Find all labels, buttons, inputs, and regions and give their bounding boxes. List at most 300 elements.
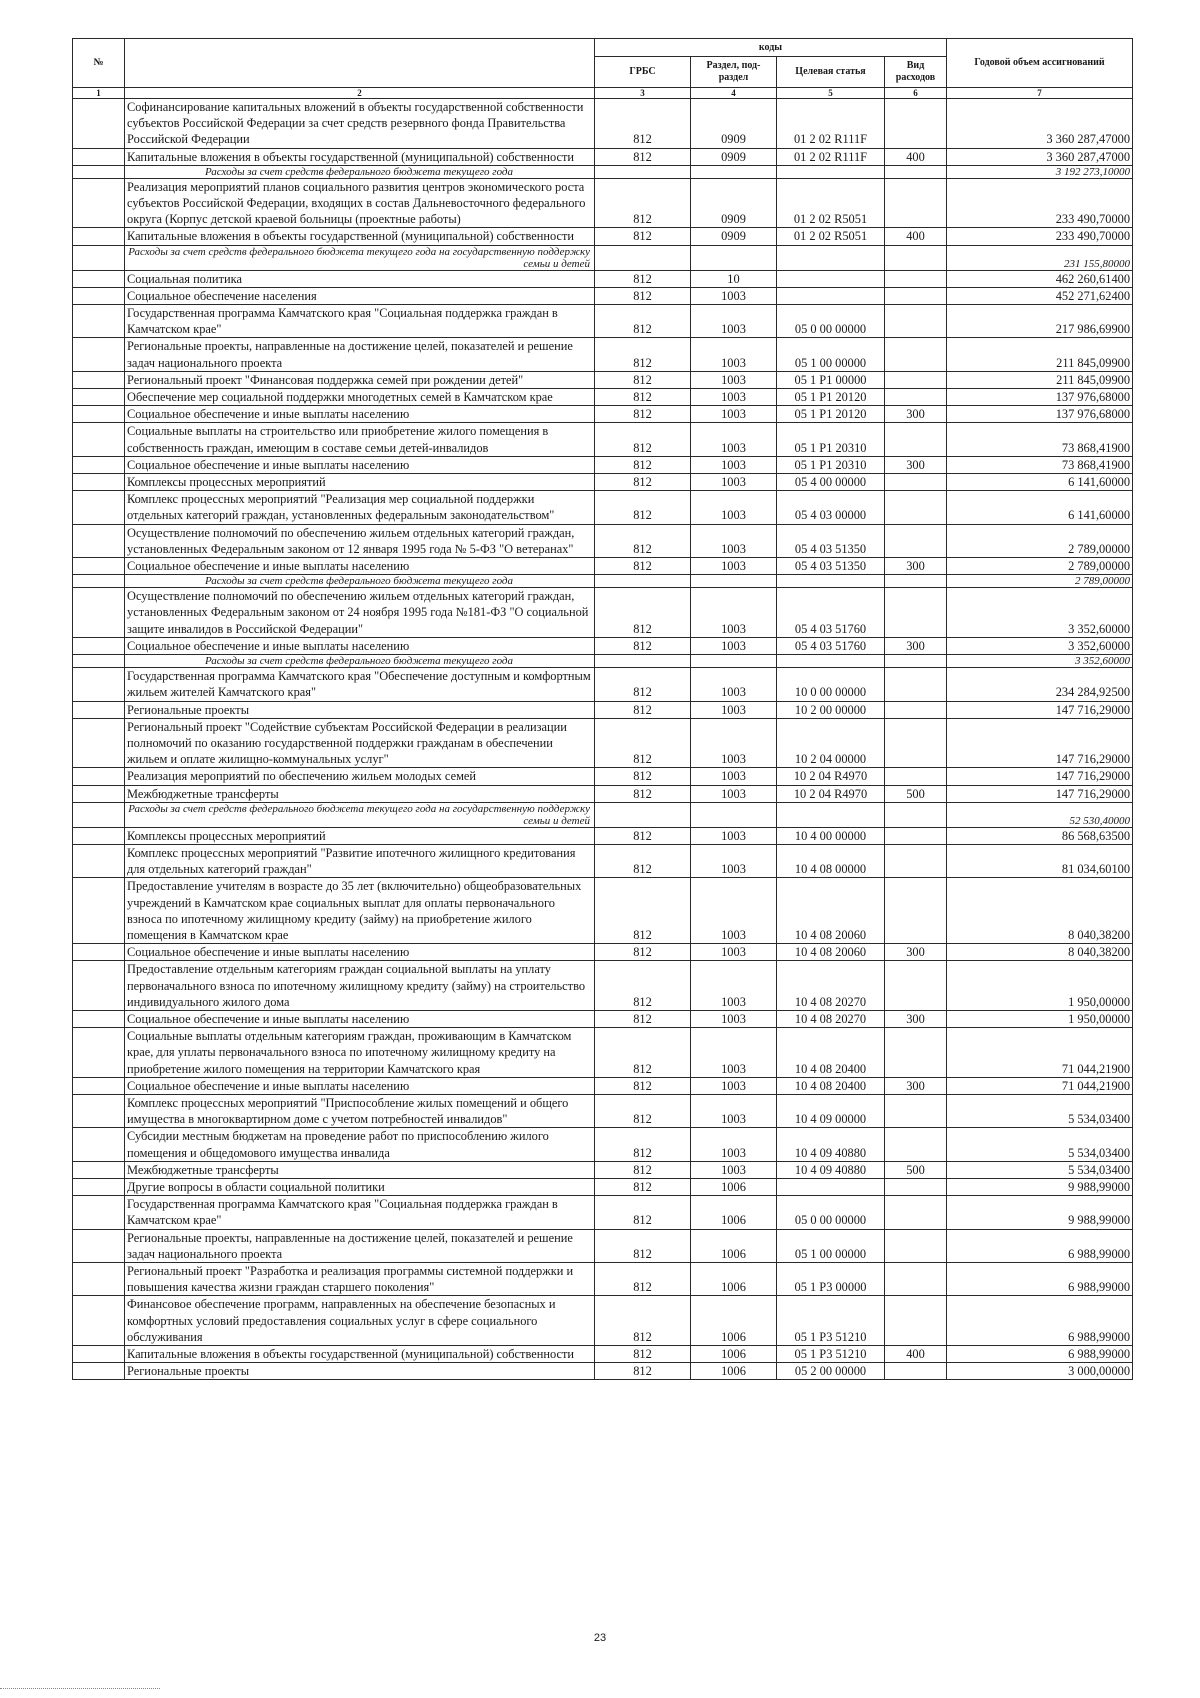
table-row [73,668,1133,701]
row-vid [885,655,947,668]
table-row [73,456,1133,473]
header-col-number: 2 [125,88,595,99]
row-grbs: 812 [595,99,691,149]
row-vid: 300 [885,406,947,423]
table-row [73,1296,1133,1346]
row-name: Региональные проекты [125,1363,595,1380]
row-name: Межбюджетные трансферты [125,785,595,802]
row-amount: 6 141,60000 [947,474,1133,491]
row-vid [885,668,947,701]
row-celevaya: 01 2 02 R5051 [777,228,885,245]
row-grbs: 812 [595,558,691,575]
row-number [73,1229,125,1262]
row-amount: 5 534,03400 [947,1094,1133,1127]
row-number [73,1178,125,1195]
row-amount: 137 976,68000 [947,406,1133,423]
row-name: Социальное обеспечение и иные выплаты населению [125,944,595,961]
row-amount: 234 284,92500 [947,668,1133,701]
row-razdel: 1003 [691,701,777,718]
row-name: Комплекс процессных мероприятий "Развитие ипотечного жилищного кредитования для отдельных категорий граждан" [125,844,595,877]
table-row-note [73,575,1133,588]
row-grbs: 812 [595,456,691,473]
table-body [73,99,1133,1380]
row-razdel: 1003 [691,371,777,388]
row-number [73,406,125,423]
row-name: Региональный проект "Содействие субъектам Российской Федерации в реализации полномочий по оказанию государственной поддержки гражданам в обеспечении жильем и оплате жилищно-коммунальных услуг" [125,718,595,768]
scan-edge-divider [0,1688,160,1689]
table-row [73,827,1133,844]
row-grbs: 812 [595,148,691,165]
header-codes: коды [595,39,947,57]
row-number [73,558,125,575]
row-number [73,305,125,338]
row-amount: 5 534,03400 [947,1161,1133,1178]
row-name: Региональные проекты, направленные на достижение целей, показателей и решение задач национального проекта [125,1229,595,1262]
row-name: Обеспечение мер социальной поддержки многодетных семей в Камчатском крае [125,389,595,406]
row-grbs: 812 [595,338,691,371]
row-razdel: 1003 [691,524,777,557]
row-grbs: 812 [595,588,691,638]
table-row-note [73,802,1133,827]
row-grbs: 812 [595,1094,691,1127]
row-grbs: 812 [595,1346,691,1363]
row-amount: 452 271,62400 [947,287,1133,304]
row-grbs: 812 [595,944,691,961]
row-razdel: 0909 [691,178,777,228]
row-celevaya: 01 2 02 R5051 [777,178,885,228]
row-grbs: 812 [595,878,691,944]
row-grbs: 812 [595,768,691,785]
table-row [73,701,1133,718]
row-vid [885,270,947,287]
row-vid [885,491,947,524]
row-razdel: 1003 [691,338,777,371]
row-razdel: 1003 [691,558,777,575]
row-number [73,588,125,638]
table-row [73,270,1133,287]
row-amount: 2 789,00000 [947,558,1133,575]
row-celevaya: 01 2 02 R111F [777,148,885,165]
row-razdel: 0909 [691,99,777,149]
header-col-number: 7 [947,88,1133,99]
row-amount: 137 976,68000 [947,389,1133,406]
header-grbs: ГРБС [595,57,691,88]
row-number [73,456,125,473]
row-name: Капитальные вложения в объекты государственной (муниципальной) собственности [125,148,595,165]
row-celevaya [777,802,885,827]
row-razdel: 1006 [691,1263,777,1296]
table-row [73,1346,1133,1363]
table-row [73,961,1133,1011]
table-row [73,637,1133,654]
table-row [73,148,1133,165]
row-grbs: 812 [595,1178,691,1195]
row-amount: 217 986,69900 [947,305,1133,338]
row-razdel: 0909 [691,148,777,165]
row-amount: 9 988,99000 [947,1196,1133,1229]
row-celevaya: 10 4 08 00000 [777,844,885,877]
row-name: Региональные проекты, направленные на достижение целей, показателей и решение задач национального проекта [125,338,595,371]
row-grbs: 812 [595,637,691,654]
table-row [73,287,1133,304]
row-grbs: 812 [595,1028,691,1078]
row-grbs: 812 [595,668,691,701]
row-grbs: 812 [595,406,691,423]
row-number [73,844,125,877]
row-razdel: 1003 [691,1128,777,1161]
row-name: Социальное обеспечение и иные выплаты населению [125,1010,595,1027]
row-vid: 400 [885,1346,947,1363]
row-razdel: 1006 [691,1229,777,1262]
row-celevaya: 05 1 P1 00000 [777,371,885,388]
row-razdel: 1003 [691,1094,777,1127]
row-razdel: 1006 [691,1346,777,1363]
row-number [73,785,125,802]
row-celevaya: 05 1 P1 20310 [777,423,885,456]
row-vid [885,287,947,304]
row-grbs: 812 [595,701,691,718]
row-name: Государственная программа Камчатского края "Социальная поддержка граждан в Камчатском крае" [125,305,595,338]
row-grbs: 812 [595,228,691,245]
row-vid [885,245,947,270]
header-celevaya: Целевая статья [777,57,885,88]
row-vid [885,1128,947,1161]
row-razdel: 1003 [691,785,777,802]
row-celevaya: 10 4 08 20060 [777,878,885,944]
row-vid: 300 [885,944,947,961]
row-celevaya [777,245,885,270]
row-vid: 500 [885,1161,947,1178]
row-vid [885,1229,947,1262]
row-grbs: 812 [595,844,691,877]
row-celevaya: 10 4 08 20400 [777,1028,885,1078]
row-celevaya [777,575,885,588]
row-name: Государственная программа Камчатского края "Обеспечение доступным и комфортным жильем жителей Камчатского края" [125,668,595,701]
row-number [73,228,125,245]
row-amount: 71 044,21900 [947,1077,1133,1094]
row-vid [885,1094,947,1127]
row-number [73,524,125,557]
row-name: Расходы за счет средств федерального бюджета текущего года на государственную поддержку семьи и детей [125,802,595,827]
row-razdel: 1003 [691,305,777,338]
table-row [73,389,1133,406]
row-razdel: 1003 [691,1010,777,1027]
row-amount: 81 034,60100 [947,844,1133,877]
row-celevaya: 05 1 P3 51210 [777,1346,885,1363]
row-amount: 3 360 287,47000 [947,99,1133,149]
row-name: Государственная программа Камчатского края "Социальная поддержка граждан в Камчатском крае" [125,1196,595,1229]
row-celevaya: 05 4 00 00000 [777,474,885,491]
row-number [73,1010,125,1027]
row-amount: 52 530,40000 [947,802,1133,827]
row-grbs: 812 [595,1128,691,1161]
row-amount: 5 534,03400 [947,1128,1133,1161]
row-amount: 6 988,99000 [947,1346,1133,1363]
row-name: Расходы за счет средств федерального бюджета текущего года [125,165,595,178]
row-number [73,1363,125,1380]
row-name: Комплекс процессных мероприятий "Реализация мер социальной поддержки отдельных категорий граждан, установленных федеральным законодательством" [125,491,595,524]
row-amount: 8 040,38200 [947,878,1133,944]
header-col-number: 5 [777,88,885,99]
row-vid [885,961,947,1011]
row-vid: 300 [885,1077,947,1094]
row-number [73,701,125,718]
row-celevaya: 05 0 00 00000 [777,305,885,338]
row-number [73,637,125,654]
row-name: Комплексы процессных мероприятий [125,474,595,491]
row-celevaya [777,1178,885,1195]
row-celevaya: 05 4 03 51760 [777,637,885,654]
row-grbs [595,655,691,668]
row-razdel: 1003 [691,406,777,423]
row-number [73,338,125,371]
row-name: Социальное обеспечение и иные выплаты населению [125,637,595,654]
row-celevaya: 05 0 00 00000 [777,1196,885,1229]
row-grbs [595,802,691,827]
table-row [73,524,1133,557]
row-vid: 300 [885,456,947,473]
row-celevaya: 10 4 09 40880 [777,1128,885,1161]
row-vid [885,1296,947,1346]
row-razdel: 1003 [691,668,777,701]
row-vid [885,827,947,844]
row-celevaya: 10 4 00 00000 [777,827,885,844]
row-name: Региональный проект "Финансовая поддержка семей при рождении детей" [125,371,595,388]
row-vid: 300 [885,558,947,575]
row-grbs: 812 [595,491,691,524]
row-grbs: 812 [595,287,691,304]
row-number [73,878,125,944]
row-razdel: 1006 [691,1178,777,1195]
row-vid [885,305,947,338]
row-razdel: 1003 [691,844,777,877]
table-row [73,768,1133,785]
row-amount: 86 568,63500 [947,827,1133,844]
row-amount: 1 950,00000 [947,961,1133,1011]
row-celevaya: 05 1 P1 20120 [777,406,885,423]
table-row-note [73,655,1133,668]
row-celevaya: 05 4 03 00000 [777,491,885,524]
row-grbs: 812 [595,1296,691,1346]
row-vid [885,878,947,944]
row-name: Предоставление учителям в возрасте до 35 лет (включительно) общеобразовательных учреждений в Камчатском крае социальных выплат для оплаты первоначального взноса по ипотечному жилищному кредиту (займу) на приобретение жилого помещения в Камчатском крае [125,878,595,944]
table-row [73,1077,1133,1094]
row-grbs: 812 [595,474,691,491]
row-vid [885,718,947,768]
table-row [73,1363,1133,1380]
row-number [73,802,125,827]
row-razdel: 1003 [691,1077,777,1094]
row-grbs: 812 [595,785,691,802]
row-grbs: 812 [595,961,691,1011]
row-amount: 147 716,29000 [947,785,1133,802]
row-number [73,1196,125,1229]
table-row [73,1161,1133,1178]
row-name: Расходы за счет средств федерального бюджета текущего года [125,575,595,588]
row-vid [885,575,947,588]
row-name: Капитальные вложения в объекты государственной (муниципальной) собственности [125,228,595,245]
table-row [73,99,1133,149]
row-celevaya: 01 2 02 R111F [777,99,885,149]
row-number [73,1161,125,1178]
row-name: Осуществление полномочий по обеспечению жильем отдельных категорий граждан, установленных Федеральным законом от 12 января 1995 года № 5-ФЗ "О ветеранах" [125,524,595,557]
row-name: Социальная политика [125,270,595,287]
table-row [73,588,1133,638]
row-name: Другие вопросы в области социальной политики [125,1178,595,1195]
row-grbs: 812 [595,1010,691,1027]
row-vid [885,1263,947,1296]
table-row [73,1196,1133,1229]
row-celevaya: 10 4 09 40880 [777,1161,885,1178]
row-amount: 3 000,00000 [947,1363,1133,1380]
table-row [73,785,1133,802]
table-row [73,944,1133,961]
row-vid [885,165,947,178]
row-razdel: 1003 [691,287,777,304]
row-vid [885,371,947,388]
table-row [73,406,1133,423]
row-number [73,423,125,456]
row-amount: 233 490,70000 [947,228,1133,245]
row-grbs: 812 [595,423,691,456]
row-vid [885,178,947,228]
row-celevaya [777,270,885,287]
budget-table [72,38,1133,1380]
row-name: Капитальные вложения в объекты государственной (муниципальной) собственности [125,1346,595,1363]
row-razdel: 1003 [691,878,777,944]
row-amount: 211 845,09900 [947,338,1133,371]
row-amount: 6 988,99000 [947,1229,1133,1262]
row-grbs: 812 [595,718,691,768]
row-grbs [595,165,691,178]
table-row [73,423,1133,456]
row-name: Комплексы процессных мероприятий [125,827,595,844]
row-razdel: 1003 [691,768,777,785]
row-razdel: 1003 [691,423,777,456]
row-amount: 147 716,29000 [947,701,1133,718]
row-number [73,99,125,149]
row-grbs: 812 [595,270,691,287]
row-number [73,575,125,588]
row-name: Расходы за счет средств федерального бюджета текущего года [125,655,595,668]
row-name: Социальные выплаты на строительство или приобретение жилого помещения в собственность граждан, имеющим в составе семьи детей-инвалидов [125,423,595,456]
row-celevaya: 05 1 P1 20120 [777,389,885,406]
row-grbs: 812 [595,1363,691,1380]
row-celevaya [777,655,885,668]
row-vid [885,1196,947,1229]
row-grbs: 812 [595,524,691,557]
header-col-number: 1 [73,88,125,99]
header-vid: Вид расходов [885,57,947,88]
table-row [73,491,1133,524]
row-razdel [691,802,777,827]
row-name: Социальное обеспечение и иные выплаты населению [125,406,595,423]
row-name: Софинансирование капитальных вложений в объекты государственной собственности субъектов Российской Федерации за счет средств резервного фонда Правительства Российской Федерации [125,99,595,149]
row-number [73,944,125,961]
row-celevaya: 05 4 03 51350 [777,558,885,575]
header-razdel: Раздел, под-раздел [691,57,777,88]
table-row [73,1094,1133,1127]
row-celevaya: 10 2 04 00000 [777,718,885,768]
row-celevaya: 05 4 03 51350 [777,524,885,557]
row-razdel: 1003 [691,1028,777,1078]
row-grbs: 812 [595,371,691,388]
row-number [73,655,125,668]
row-grbs: 812 [595,389,691,406]
row-amount: 3 352,60000 [947,637,1133,654]
row-name: Региональный проект "Разработка и реализация программы системной поддержки и повышения качества жизни граждан старшего поколения" [125,1263,595,1296]
row-amount: 73 868,41900 [947,423,1133,456]
row-amount: 8 040,38200 [947,944,1133,961]
row-razdel: 1003 [691,588,777,638]
row-razdel: 1003 [691,474,777,491]
row-grbs: 812 [595,178,691,228]
row-celevaya: 10 4 08 20060 [777,944,885,961]
row-amount: 233 490,70000 [947,178,1133,228]
table-row [73,1128,1133,1161]
row-razdel: 1003 [691,1161,777,1178]
row-razdel: 1003 [691,389,777,406]
row-name: Социальное обеспечение и иные выплаты населению [125,456,595,473]
row-name: Социальные выплаты отдельным категориям граждан, проживающим в Камчатском крае, для уплаты первоначального взноса по ипотечному жилищному кредиту на приобретение жилого помещения на территории Камчатского края [125,1028,595,1078]
row-name: Социальное обеспечение населения [125,287,595,304]
row-celevaya: 05 1 P3 51210 [777,1296,885,1346]
row-vid [885,844,947,877]
row-grbs: 812 [595,1077,691,1094]
row-amount: 231 155,80000 [947,245,1133,270]
row-name: Расходы за счет средств федерального бюджета текущего года на государственную поддержку семьи и детей [125,245,595,270]
row-name: Реализация мероприятий планов социального развития центров экономического роста субъектов Российской Федерации, входящих в состав Дальневосточного федерального округа (Корпус детской краевой больницы (проектные работы) [125,178,595,228]
row-celevaya: 10 4 08 20400 [777,1077,885,1094]
row-vid [885,1028,947,1078]
table-row [73,305,1133,338]
row-celevaya: 05 4 03 51760 [777,588,885,638]
row-grbs: 812 [595,1263,691,1296]
row-vid [885,99,947,149]
row-razdel: 1006 [691,1196,777,1229]
row-grbs [595,245,691,270]
row-razdel: 1003 [691,637,777,654]
table-row [73,371,1133,388]
row-grbs: 812 [595,1229,691,1262]
row-celevaya: 10 4 08 20270 [777,1010,885,1027]
row-name: Субсидии местным бюджетам на проведение работ по приспособлению жилого помещения и общедомового имущества инвалида [125,1128,595,1161]
row-amount: 73 868,41900 [947,456,1133,473]
row-amount: 3 192 273,10000 [947,165,1133,178]
table-row [73,1229,1133,1262]
row-amount: 6 988,99000 [947,1296,1133,1346]
row-vid [885,524,947,557]
header-col-number: 6 [885,88,947,99]
row-razdel: 1003 [691,961,777,1011]
row-amount: 6 988,99000 [947,1263,1133,1296]
row-vid [885,389,947,406]
row-vid [885,338,947,371]
row-celevaya: 05 1 P3 00000 [777,1263,885,1296]
row-vid [885,701,947,718]
row-vid: 300 [885,637,947,654]
header-annual: Годовой объем ассигнований [947,39,1133,88]
row-vid [885,423,947,456]
row-grbs: 812 [595,305,691,338]
table-row-note [73,245,1133,270]
row-name: Комплекс процессных мероприятий "Приспособление жилых помещений и общего имущества в многоквартирном доме с учетом потребностей инвалидов" [125,1094,595,1127]
table-row [73,338,1133,371]
row-number [73,768,125,785]
page-number: 23 [593,1632,607,1644]
table-row [73,1263,1133,1296]
row-name: Финансовое обеспечение программ, направленных на обеспечение безопасных и комфортных условий предоставления социальных услуг в сфере социального обслуживания [125,1296,595,1346]
